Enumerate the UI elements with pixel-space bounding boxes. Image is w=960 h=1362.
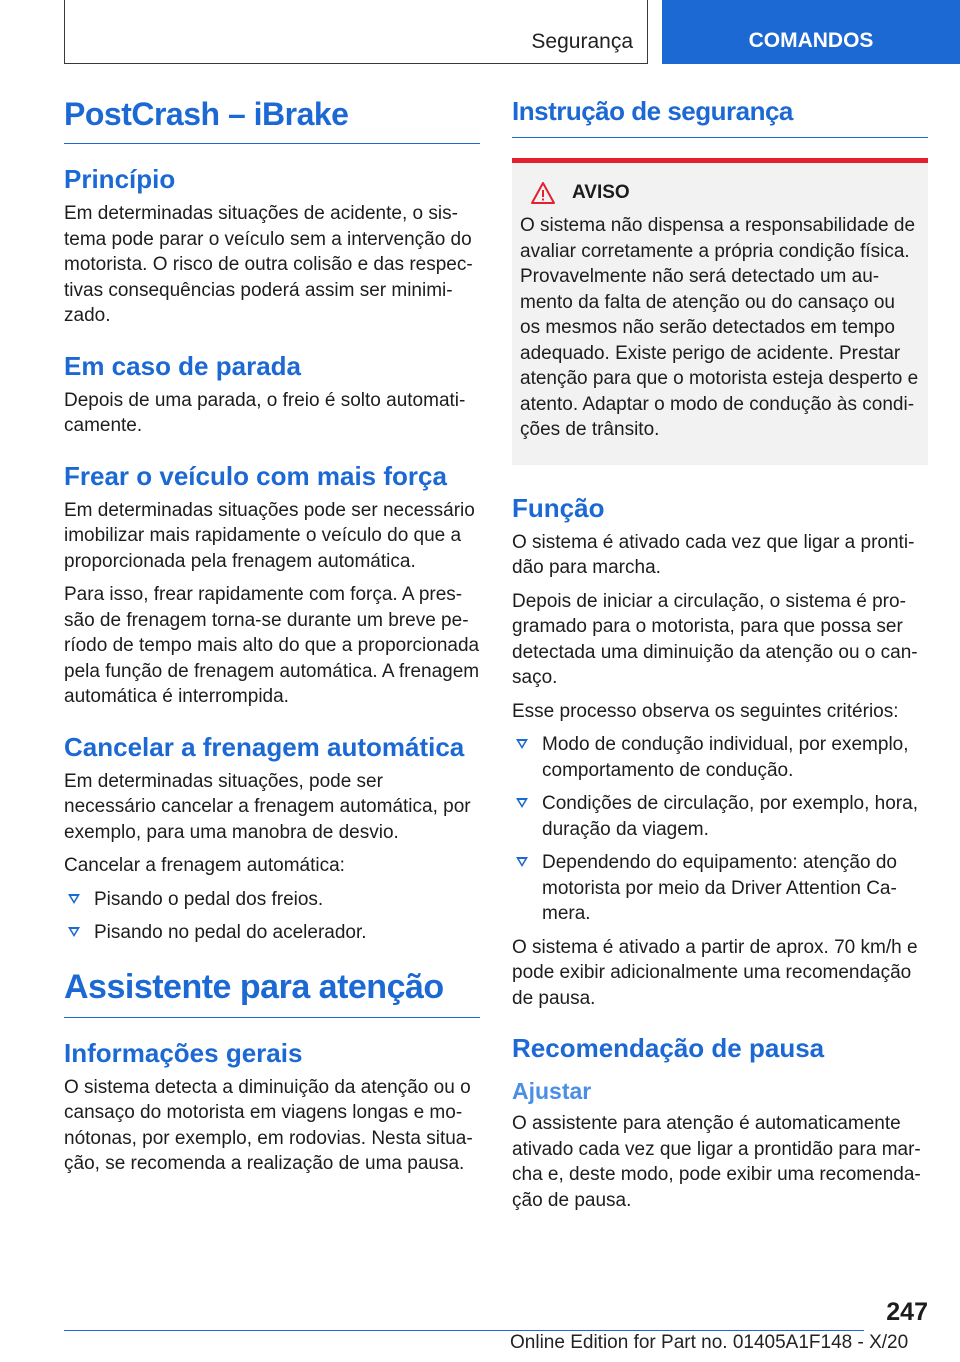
frear-heading: Frear o veículo com mais força	[64, 460, 447, 491]
page-number: 247	[886, 1298, 928, 1326]
warning-header	[520, 181, 920, 205]
funcao-text-4: O sistema é ativado a partir de aprox. 70 km/h e pode exibir adicionalmente uma recomendação de pausa.	[512, 936, 918, 1009]
funcao-text-3: Esse processo observa os seguintes critérios:	[512, 700, 899, 722]
page-title: PostCrash – iBrake	[64, 96, 480, 144]
list-item: Modo de condução individual, por exemplo, comportamento de condução.	[512, 732, 928, 783]
cancelar-heading: Cancelar a frenagem automática	[64, 731, 465, 762]
assistente-title: Assistente para atenção	[64, 968, 480, 1018]
recomendacao-text: O assistente para atenção é automaticamente ativado cada vez que ligar a prontidão para marcha e, deste modo, pode exibir uma recomendação de pausa.	[512, 1113, 921, 1211]
right-column	[512, 96, 928, 1221]
info-heading: Informações gerais	[64, 1037, 303, 1068]
funcao-text-1: O sistema é ativado cada vez que ligar a prontidão para marcha.	[512, 531, 915, 578]
info-text: O sistema detecta a diminuição da atenção ou o cansaço do motorista em viagens longas e monótonas, por exemplo, em rodovias. Nesta situação, se recomenda a realização de uma pausa.	[64, 1076, 473, 1174]
recomendacao-heading: Recomendação de pausa	[512, 1033, 825, 1063]
footer-divider	[64, 1330, 864, 1331]
bullet-triangle-icon	[516, 798, 528, 808]
header-frame	[64, 0, 648, 64]
bullet-triangle-icon	[516, 857, 528, 867]
tab-comandos[interactable]: COMANDOS	[662, 0, 960, 64]
list-item: Condições de circulação, por exemplo, hora, duração da viagem.	[512, 791, 928, 842]
ajustar-heading: Ajustar	[512, 1078, 592, 1104]
principio-heading: Princípio	[64, 164, 176, 194]
funcao-heading: Função	[512, 492, 605, 523]
bullet-triangle-icon	[516, 739, 528, 749]
cancelar-text-1: Em determinadas situações, pode ser necessário cancelar a frenagem automática, por exemplo, para uma manobra de desvio.	[64, 770, 471, 843]
bullet-triangle-icon	[68, 894, 80, 904]
cancelar-list	[64, 887, 480, 946]
funcao-text-2: Depois de iniciar a circulação, o sistema é programado para o motorista, para que possa ser detectada uma diminuição da atenção ou o cansaço.	[512, 590, 918, 688]
criteria-list	[512, 732, 928, 927]
parada-text: Depois de uma parada, o freio é solto automaticamente.	[64, 389, 466, 436]
parada-heading: Em caso de parada	[64, 350, 301, 381]
instr-title: Instrução de segurança	[512, 96, 928, 138]
warning-label: AVISO	[572, 182, 630, 203]
list-item: Dependendo do equipamento: atenção do motorista por meio da Driver Attention Camera.	[512, 850, 928, 927]
list-item: Pisando no pedal do acelerador.	[64, 920, 480, 946]
warning-triangle-icon	[530, 181, 556, 205]
edition-note: Online Edition for Part no. 01405A1F148 - X/20	[510, 1332, 909, 1353]
left-column	[64, 96, 480, 1185]
frear-text-2: Para isso, frear rapidamente com força. A pressão de frenagem torna-se durante um breve período de tempo mais alto do que a proporcionada pela função de frenagem automática. A frenagem automática é interrompida.	[64, 584, 480, 707]
frear-text-1: Em determinadas situações pode ser necessário imobilizar mais rapidamente o veículo do que a proporcionada pela frenagem automática.	[64, 499, 475, 572]
principio-text: Em determinadas situações de acidente, o sistema pode parar o veículo sem a intervenção do motorista. O risco de outra colisão e das respectivas consequências poderá assim ser minimizado.	[64, 203, 473, 326]
section-title: Segurança	[531, 30, 633, 53]
list-item: Pisando o pedal dos freios.	[64, 887, 480, 913]
warning-box	[512, 158, 928, 465]
bullet-triangle-icon	[68, 927, 80, 937]
cancelar-text-2: Cancelar a frenagem automática:	[64, 855, 345, 876]
warning-text: O sistema não dispensa a responsabilidade de avaliar corretamente a própria condição física. Provavelmente não será detectado um aumento da falta de atenção ou do cansaço ou os mesmos não serão detectados em tempo adequado. Existe perigo de acidente. Prestar atenção para que o motorista esteja desperto e atento. Adaptar o modo de condução às condições de trânsito.	[520, 215, 919, 440]
